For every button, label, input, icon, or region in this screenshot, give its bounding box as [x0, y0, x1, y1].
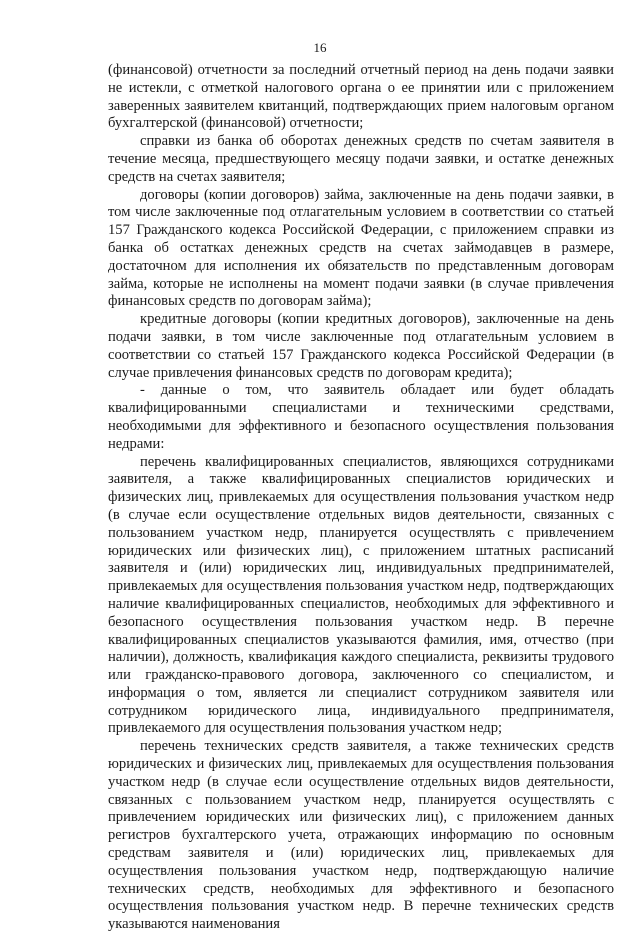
paragraph-1: (финансовой) отчетности за последний отчетный период на день подачи заявки не истекли, с отметкой налогового органа о ее принятии или с приложением заверенных заявителем квитанций, подтверждающих прием налоговым органом бухгалтерской (финансовой) отчетности; [108, 62, 614, 132]
document-body [108, 62, 614, 934]
paragraph-5: - данные о том, что заявитель обладает или будет обладать квалифицированными специалистами и техническими средствами, необходимыми для эффективного и безопасного осуществления пользования недрами: [108, 382, 614, 452]
paragraph-7: перечень технических средств заявителя, а также технических средств юридических и физических лиц, привлекаемых для осуществления пользования участком недр (в случае если осуществление отдельных видов деятельности, связанных с пользованием участком недр, планируется осуществлять с привлечением юридических или физических лиц), с приложением данных регистров бухгалтерского учета, отражающих информацию по основным средствам заявителя и (или) юридических лиц, привлекаемых для осуществления пользования участком недр, подтверждающую наличие технических средств, необходимых для эффективного и безопасного осуществления пользования участком недр. В перечне технических средств указываются наименования [108, 738, 614, 933]
paragraph-3: договоры (копии договоров) займа, заключенные на день подачи заявки, в том числе заключенные под отлагательным условием в соответствии со статьей 157 Гражданского кодекса Российской Федерации, с приложением справки из банка об остатках денежных средств на счетах займодавцев в размере, достаточном для исполнения их обязательств по представленным договорам займа, которые не исполнены на момент подачи заявки (в случае привлечения финансовых средств по договорам займа); [108, 186, 614, 310]
paragraph-6: перечень квалифицированных специалистов, являющихся сотрудниками заявителя, а также квалифицированных специалистов юридических и физических лиц, привлекаемых для осуществления пользования участком недр (в случае если осуществление отдельных видов деятельности, связанных с пользованием участком недр, планируется осуществлять с привлечением юридических или физических лиц), с приложением штатных расписаний заявителя и (или) юридических лиц, индивидуальных предпринимателей, привлекаемых для осуществления пользования участком недр, подтверждающих наличие квалифицированных специалистов, необходимых для эффективного и безопасного осуществления пользования участком недр. В перечне квалифицированных специалистов указываются фамилия, имя, отчество (при наличии), должность, квалификация каждого специалиста, реквизиты трудового или гражданско-правового договора, заключенного со специалистом, и информация о том, является ли специалист сотрудником заявителя или сотрудником юридического лица, индивидуального предпринимателя, привлекаемого для осуществления пользования участком недр; [108, 453, 614, 737]
paragraph-4: кредитные договоры (копии кредитных договоров), заключенные на день подачи заявки, в том числе заключенные под отлагательным условием в соответствии со статьей 157 Гражданского кодекса Российской Федерации (в случае привлечения финансовых средств по договорам кредита); [108, 311, 614, 381]
paragraph-2: справки из банка об оборотах денежных средств по счетам заявителя в течение месяца, предшествующего месяцу подачи заявки, и остатке денежных средств на счетах заявителя; [108, 133, 614, 185]
page-number: 16 [313, 40, 327, 55]
